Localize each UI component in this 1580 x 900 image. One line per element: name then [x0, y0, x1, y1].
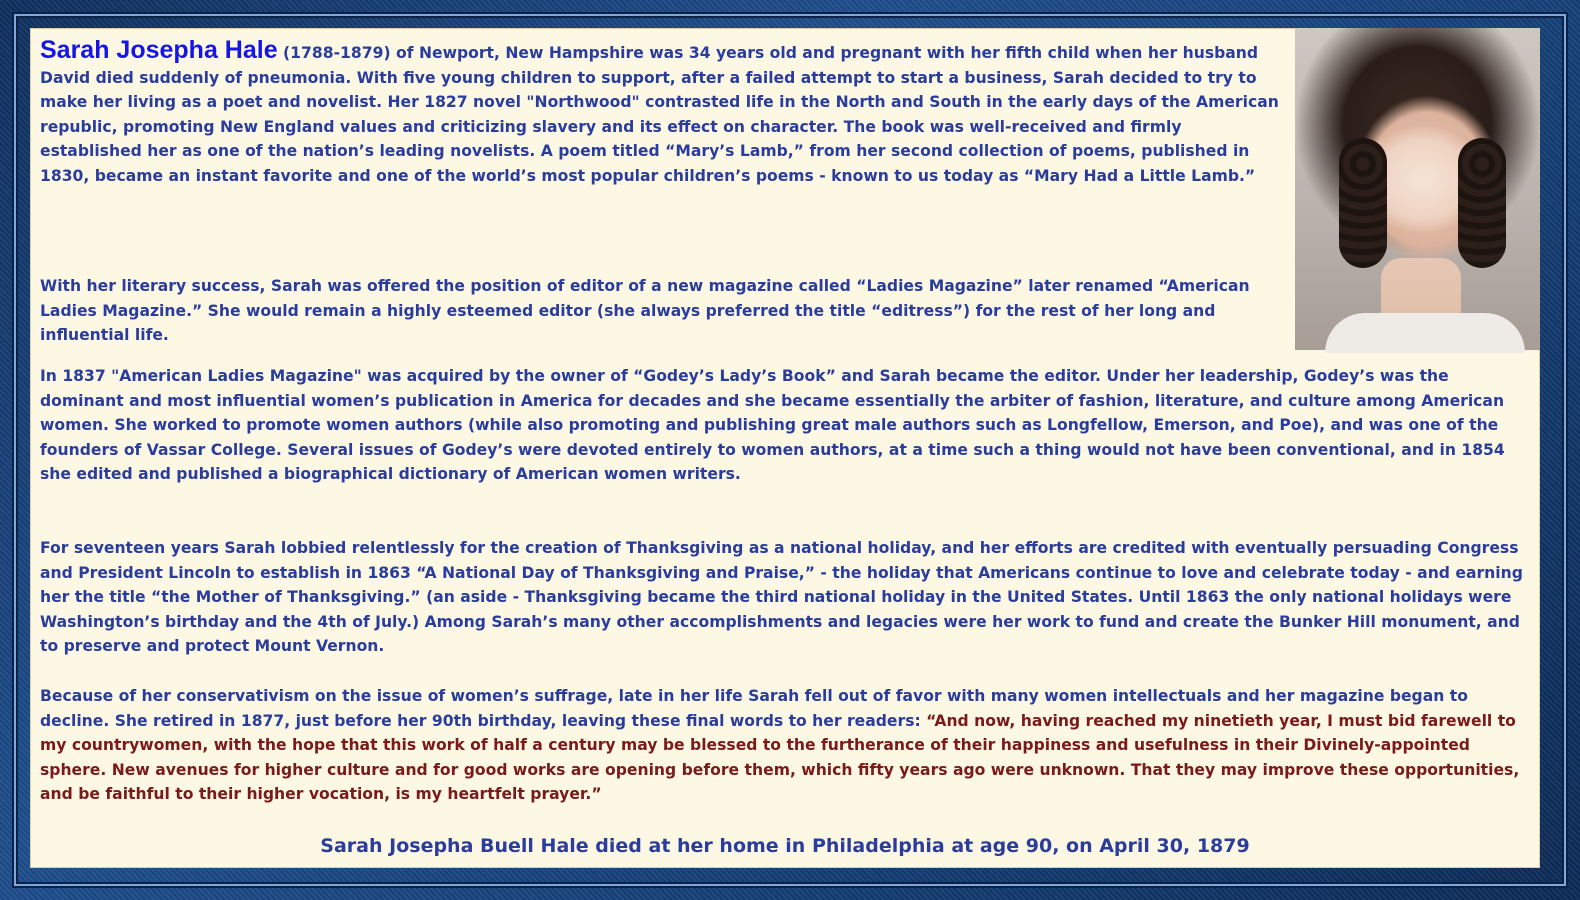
portrait-hair-left [1339, 138, 1387, 268]
portrait-collar [1325, 313, 1525, 353]
farewell-quote: “And now, having reached my ninetieth year, I must bid farewell to my countrywomen, with the hope that this work of half a century may be blessed to the furtherance of their happiness and usefulness in their Divinely-appointed sphere. New avenues for higher culture and for good works are opening before them, which fifty years ago were unknown. That they may improve these opportunities, and be faithful to their higher vocation, is my heartfelt prayer.” [40, 711, 1520, 803]
subject-dates: (1788-1879) [277, 44, 391, 62]
portrait-hair-right [1458, 138, 1506, 268]
godeys-paragraph: In 1837 "American Ladies Magazine" was acquired by the owner of “Godey’s Lady’s Book” and Sarah became the editor. Under her leadership, Godey’s was the dominant and most influential women’s publication in America for decades and she became essentially the arbiter of fashion, literature, and culture among American women. She worked to promote women authors (while also promoting and publishing great male authors such as Longfellow, Emerson, and Poe), and was one of the founders of Vassar College. Several issues of Godey’s were devoted entirely to women authors, at a time such a thing would not have been conventional, and in 1854 she edited and published a biographical dictionary of American women writers. [40, 367, 1505, 483]
portrait-image [1295, 28, 1540, 350]
editor-paragraph: With her literary success, Sarah was offered the position of editor of a new magazine called “Ladies Magazine” later renamed “American Ladies Magazine.” She would remain a highly esteemed editor (she always preferred the title “editress”) for the rest of her long and influential life. [40, 277, 1250, 344]
death-footer: Sarah Josepha Buell Hale died at her home in Philadelphia at age 90, on April 30, 1879 [320, 835, 1250, 857]
content-panel [30, 28, 1540, 868]
retirement-paragraph [40, 684, 1536, 807]
thanksgiving-paragraph: For seventeen years Sarah lobbied relentlessly for the creation of Thanksgiving as a national holiday, and her efforts are credited with eventually persuading Congress and President Lincoln to establish in 1863 “A National Day of Thanksgiving and Praise,” - the holiday that Americans continue to love and celebrate today - and earning her the title “the Mother of Thanksgiving.” (an aside - Thanksgiving became the third national holiday in the United States. Until 1863 the only national holidays were Washington’s birthday and the 4th of July.) Among Sarah’s many other accomplishments and legacies were her work to fund and create the Bunker Hill monument, and to preserve and protect Mount Vernon. [40, 539, 1523, 655]
subject-name: Sarah Josepha Hale [40, 36, 278, 64]
retirement-text: Because of her conservativism on the issue of women’s suffrage, late in her life Sarah fell out of favor with many women intellectuals and her magazine began to decline. She retired in 1877, just before her 90th birthday, leaving these final words to her readers: [40, 687, 1468, 730]
intro-text: of Newport, New Hampshire was 34 years old and pregnant with her fifth child when her husband David died suddenly of pneumonia. With five young children to support, after a failed attempt to start a business, Sarah decided to try to make her living as a poet and novelist. Her 1827 novel "Northwood" contrasted life in the North and South in the early days of the American republic, promoting New England values and criticizing slavery and its effect on character. The book was well-received and firmly established her as one of the nation’s leading novelists. A poem titled “Mary’s Lamb,” from her second collection of poems, published in 1830, became an instant favorite and one of the world’s most popular children’s poems - known to us today as “Mary Had a Little Lamb.” [40, 44, 1279, 185]
intro-paragraph [40, 38, 1280, 188]
